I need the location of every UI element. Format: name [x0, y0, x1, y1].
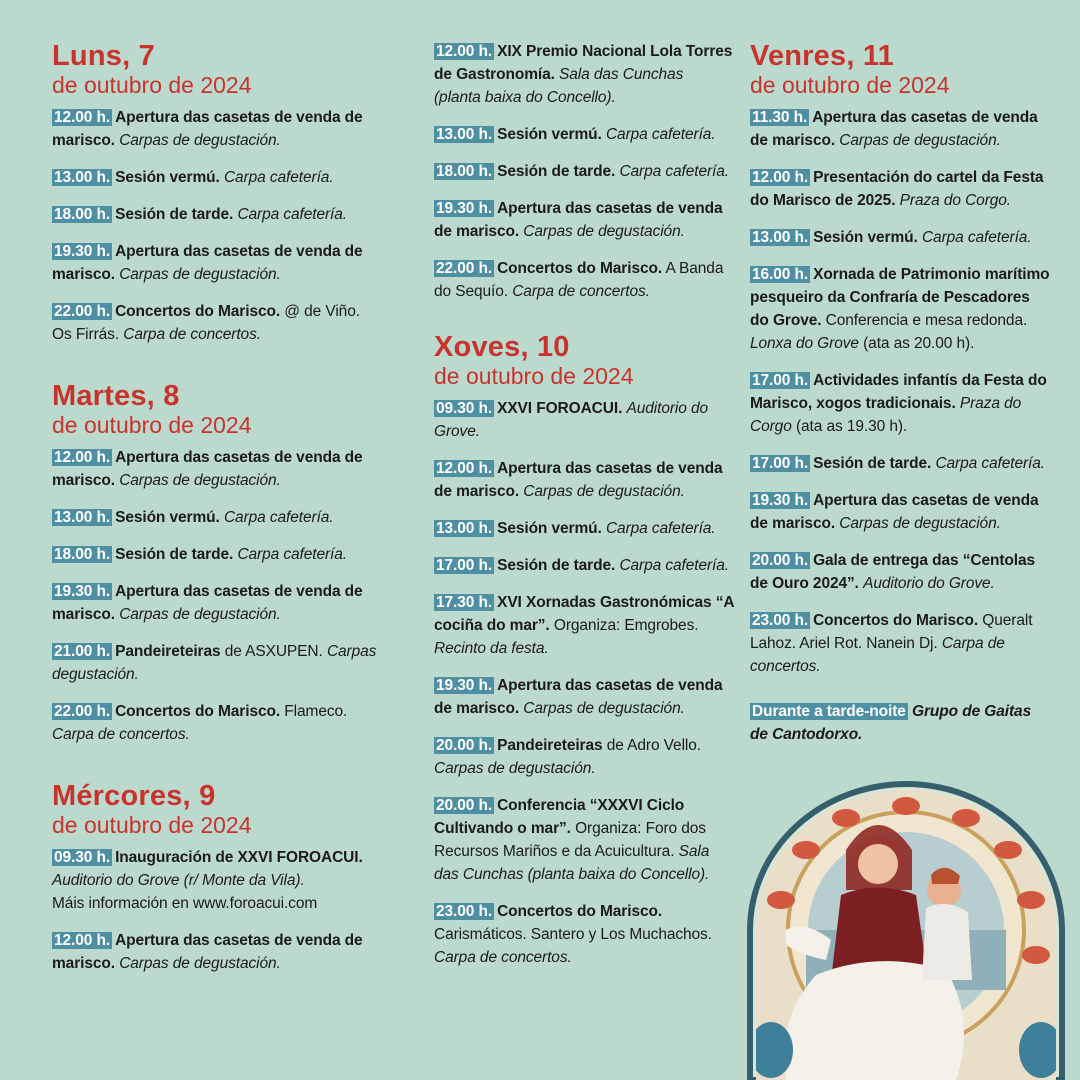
event-time: 17.30 h.: [436, 594, 493, 611]
event-item: [52, 446, 377, 492]
footer-note: [750, 700, 1050, 746]
event-detail: Carismáticos. Santero y Los Muchachos.: [434, 926, 712, 943]
event-place: Praza do Corgo: [750, 395, 1022, 435]
event-item: [52, 203, 377, 226]
event-title: Apertura das casetas de venda de marisco.: [434, 677, 723, 717]
event-time: 09.30 h.: [436, 400, 493, 417]
event-title: Sesión de tarde.: [813, 455, 932, 472]
event-item: [52, 166, 377, 189]
event-detail: de Adro Vello.: [606, 737, 701, 754]
event-title: Concertos do Marisco.: [813, 612, 979, 629]
event-place: Carpa cafetería.: [237, 206, 347, 223]
event-time: 13.00 h.: [54, 509, 111, 526]
event-title: Apertura das casetas de venda de marisco.: [52, 932, 363, 972]
event-title: Apertura das casetas de venda de marisco.: [434, 200, 723, 240]
event-title: Apertura das casetas de venda de marisco.: [52, 449, 363, 489]
day-block: [434, 331, 734, 969]
event-time: 17.00 h.: [752, 455, 809, 472]
event-detail: Conferencia e mesa redonda.: [825, 312, 1028, 329]
festival-illustration: [746, 780, 1066, 1080]
event-time: 19.30 h.: [54, 583, 111, 600]
event-detail: Organiza: Emgrobes.: [553, 617, 699, 634]
day-subtitle: de outubro de 2024: [52, 412, 252, 438]
event-item: [434, 734, 734, 780]
event-detail: de ASXUPEN.: [224, 643, 323, 660]
event-title: Concertos do Marisco.: [115, 703, 281, 720]
event-title: Inauguración de XXVI FOROACUI.: [115, 849, 363, 866]
event-time: 22.00 h.: [436, 260, 493, 277]
day-subtitle: de outubro de 2024: [434, 363, 634, 389]
day-block: [434, 40, 734, 303]
event-title: Concertos do Marisco.: [497, 260, 663, 277]
event-item: [434, 517, 734, 540]
column-1: [52, 40, 377, 997]
event-place: Carpa cafetería.: [935, 455, 1045, 472]
footer-text: Grupo de Gaitas de Cantodorxo.: [750, 703, 1032, 743]
event-place: Carpa cafetería.: [605, 126, 716, 143]
event-time: 23.00 h.: [436, 903, 493, 920]
event-time: 19.30 h.: [54, 243, 111, 260]
event-place: Carpa de concertos.: [750, 635, 1005, 675]
day-block: [52, 780, 377, 975]
event-time: 23.00 h.: [752, 612, 809, 629]
event-detail: Máis información en www.foroacui.com: [52, 895, 318, 912]
day-block: [52, 40, 377, 346]
event-title: Sesión vermú.: [115, 169, 220, 186]
event-time: 17.00 h.: [752, 372, 809, 389]
event-place: Carpas de degustación.: [119, 606, 281, 623]
event-time: 20.00 h.: [436, 797, 493, 814]
event-time: 13.00 h.: [436, 520, 493, 537]
event-item: [52, 106, 377, 152]
event-time: 22.00 h.: [54, 703, 111, 720]
column-3: [750, 40, 1050, 760]
event-item: [52, 300, 377, 346]
event-time: 13.00 h.: [54, 169, 111, 186]
event-time: 21.00 h.: [54, 643, 111, 660]
event-item: [434, 591, 734, 660]
event-title: XVI Xornadas Gastronómicas “A cociña do mar”.: [434, 594, 734, 634]
event-item: [52, 846, 377, 915]
event-item: [434, 674, 734, 720]
event-item: [52, 543, 377, 566]
event-time: 12.00 h.: [436, 460, 493, 477]
event-item: [750, 452, 1050, 475]
event-place: Carpas de degustación.: [119, 955, 281, 972]
event-item: [434, 123, 734, 146]
event-item: [434, 457, 734, 503]
event-time: 18.00 h.: [436, 163, 493, 180]
event-item: [434, 554, 734, 577]
event-title: Conferencia “XXXVI Ciclo Cultivando o mar”.: [434, 797, 685, 837]
event-title: Sesión vermú.: [813, 229, 918, 246]
event-place: Recinto da festa.: [434, 640, 549, 657]
event-place: Carpa de concertos.: [434, 949, 572, 966]
day-title: Mércores, 9: [52, 780, 216, 812]
event-time: 19.30 h.: [752, 492, 809, 509]
event-time: 18.00 h.: [54, 546, 111, 563]
event-title: Concertos do Marisco.: [115, 303, 281, 320]
event-place: Carpa cafetería.: [605, 520, 716, 537]
event-time: 12.00 h.: [54, 449, 111, 466]
event-item: [434, 197, 734, 243]
event-place: Carpas de degustación.: [523, 700, 685, 717]
day-title: Martes, 8: [52, 380, 180, 412]
event-time: 17.00 h.: [436, 557, 493, 574]
event-time: 11.30 h.: [752, 109, 808, 126]
event-place: Carpas de degustación.: [523, 223, 685, 240]
event-item: [52, 506, 377, 529]
event-place: Auditorio do Grove (r/ Monte da Vila).: [52, 872, 305, 889]
event-detail: A Banda do Sequío.: [434, 260, 724, 300]
event-time: 20.00 h.: [436, 737, 493, 754]
event-place: Carpa de concertos.: [52, 726, 190, 743]
day-title: Luns, 7: [52, 40, 155, 72]
event-title: Sesión de tarde.: [115, 546, 234, 563]
event-title: Apertura das casetas de venda de marisco.: [52, 243, 363, 283]
column-2: [434, 40, 734, 991]
event-title: Presentación do cartel da Festa do Marisco de 2025.: [750, 169, 1044, 209]
event-item: [52, 700, 377, 746]
event-time: 18.00 h.: [54, 206, 111, 223]
event-title: XIX Premio Nacional Lola Torres de Gastronomía.: [434, 43, 733, 83]
event-place: Auditorio do Grove.: [863, 575, 995, 592]
event-item: [434, 40, 734, 109]
event-title: Sesión vermú.: [497, 126, 602, 143]
event-place: Carpas de degustación.: [434, 760, 596, 777]
event-place: Sala das Cunchas (planta baixa do Concello).: [434, 843, 710, 883]
day-title: Xoves, 10: [434, 331, 570, 363]
event-place: Sala das Cunchas (planta baixa do Concello).: [434, 66, 684, 106]
day-block: [750, 40, 1050, 678]
event-item: [52, 580, 377, 626]
event-place: Praza do Corgo.: [899, 192, 1012, 209]
event-time: 19.30 h.: [436, 677, 493, 694]
event-detail: Organiza: Foro dos Recursos Mariños e da Acuicultura.: [434, 820, 706, 860]
event-time: 20.00 h.: [752, 552, 809, 569]
event-place: Carpa cafetería.: [921, 229, 1032, 246]
event-title: Apertura das casetas de venda de marisco.: [434, 460, 723, 500]
event-place: Lonxa do Grove: [750, 335, 859, 352]
event-place: Auditorio do Grove.: [434, 400, 709, 440]
event-place: Carpa de concertos.: [512, 283, 650, 300]
event-place: Carpa cafetería.: [223, 509, 334, 526]
event-time: 09.30 h.: [54, 849, 111, 866]
event-item: [750, 226, 1050, 249]
event-time: 13.00 h.: [752, 229, 809, 246]
event-place: Carpas de degustación.: [523, 483, 685, 500]
day-subtitle: de outubro de 2024: [52, 72, 252, 98]
event-detail: Queralt Lahoz. Ariel Rot. Nanein Dj.: [750, 612, 1033, 652]
event-time: 22.00 h.: [54, 303, 111, 320]
event-note: (ata as 19.30 h).: [795, 418, 908, 435]
event-item: [52, 929, 377, 975]
day-subtitle: de outubro de 2024: [750, 72, 950, 98]
event-item: [750, 489, 1050, 535]
event-title: Apertura das casetas de venda de marisco.: [52, 109, 363, 149]
event-time: 13.00 h.: [436, 126, 493, 143]
event-title: Apertura das casetas de venda de marisco.: [52, 583, 363, 623]
footer-highlight: Durante a tarde-noite: [752, 703, 906, 720]
event-place: Carpa cafetería.: [619, 163, 729, 180]
event-title: Apertura das casetas de venda de marisco.: [750, 109, 1038, 149]
event-title: Pandeireteiras: [115, 643, 221, 660]
event-item: [750, 106, 1050, 152]
event-item: [52, 640, 377, 686]
event-place: Carpas degustación.: [52, 643, 377, 683]
day-block: [52, 380, 377, 746]
event-title: Gala de entrega das “Centolas de Ouro 2024”.: [750, 552, 1036, 592]
event-place: Carpa cafetería.: [223, 169, 334, 186]
event-place: Carpas de degustación.: [119, 132, 281, 149]
event-item: [750, 263, 1050, 355]
event-place: Carpas de degustación.: [839, 515, 1001, 532]
event-item: [434, 900, 734, 969]
event-title: Sesión de tarde.: [497, 557, 616, 574]
event-title: Sesión de tarde.: [497, 163, 616, 180]
event-place: Carpa cafetería.: [619, 557, 729, 574]
event-place: Carpas de degustación.: [119, 266, 281, 283]
event-item: [434, 160, 734, 183]
event-time: 16.00 h.: [752, 266, 809, 283]
event-time: 12.00 h.: [54, 932, 111, 949]
event-item: [750, 609, 1050, 678]
event-item: [434, 397, 734, 443]
event-place: Carpa de concertos.: [123, 326, 261, 343]
event-place: Carpas de degustación.: [839, 132, 1001, 149]
event-item: [750, 369, 1050, 438]
event-item: [750, 549, 1050, 595]
event-title: Actividades infantís da Festa do Marisco, xogos tradicionais.: [750, 372, 1047, 412]
event-time: 12.00 h.: [436, 43, 493, 60]
event-place: Carpa cafetería.: [237, 546, 347, 563]
event-note: (ata as 20.00 h).: [863, 335, 975, 352]
event-title: XXVI FOROACUI.: [497, 400, 623, 417]
event-title: Xornada de Patrimonio marítimo pesqueiro da Confraría de Pescadores do Grove.: [750, 266, 1050, 329]
event-place: Carpas de degustación.: [119, 472, 281, 489]
event-item: [434, 257, 734, 303]
event-title: Concertos do Marisco.: [497, 903, 663, 920]
event-time: 12.00 h.: [54, 109, 111, 126]
event-title: Sesión vermú.: [497, 520, 602, 537]
day-subtitle: de outubro de 2024: [52, 812, 252, 838]
event-item: [52, 240, 377, 286]
day-title: Venres, 11: [750, 40, 894, 72]
event-detail: Flameco.: [284, 703, 348, 720]
event-item: [434, 794, 734, 886]
event-title: Apertura das casetas de venda de marisco.: [750, 492, 1039, 532]
event-time: 12.00 h.: [752, 169, 809, 186]
event-title: Pandeireteiras: [497, 737, 603, 754]
event-time: 19.30 h.: [436, 200, 493, 217]
event-detail: @ de Viño. Os Firrás.: [52, 303, 360, 343]
event-title: Sesión de tarde.: [115, 206, 234, 223]
event-title: Sesión vermú.: [115, 509, 220, 526]
event-item: [750, 166, 1050, 212]
